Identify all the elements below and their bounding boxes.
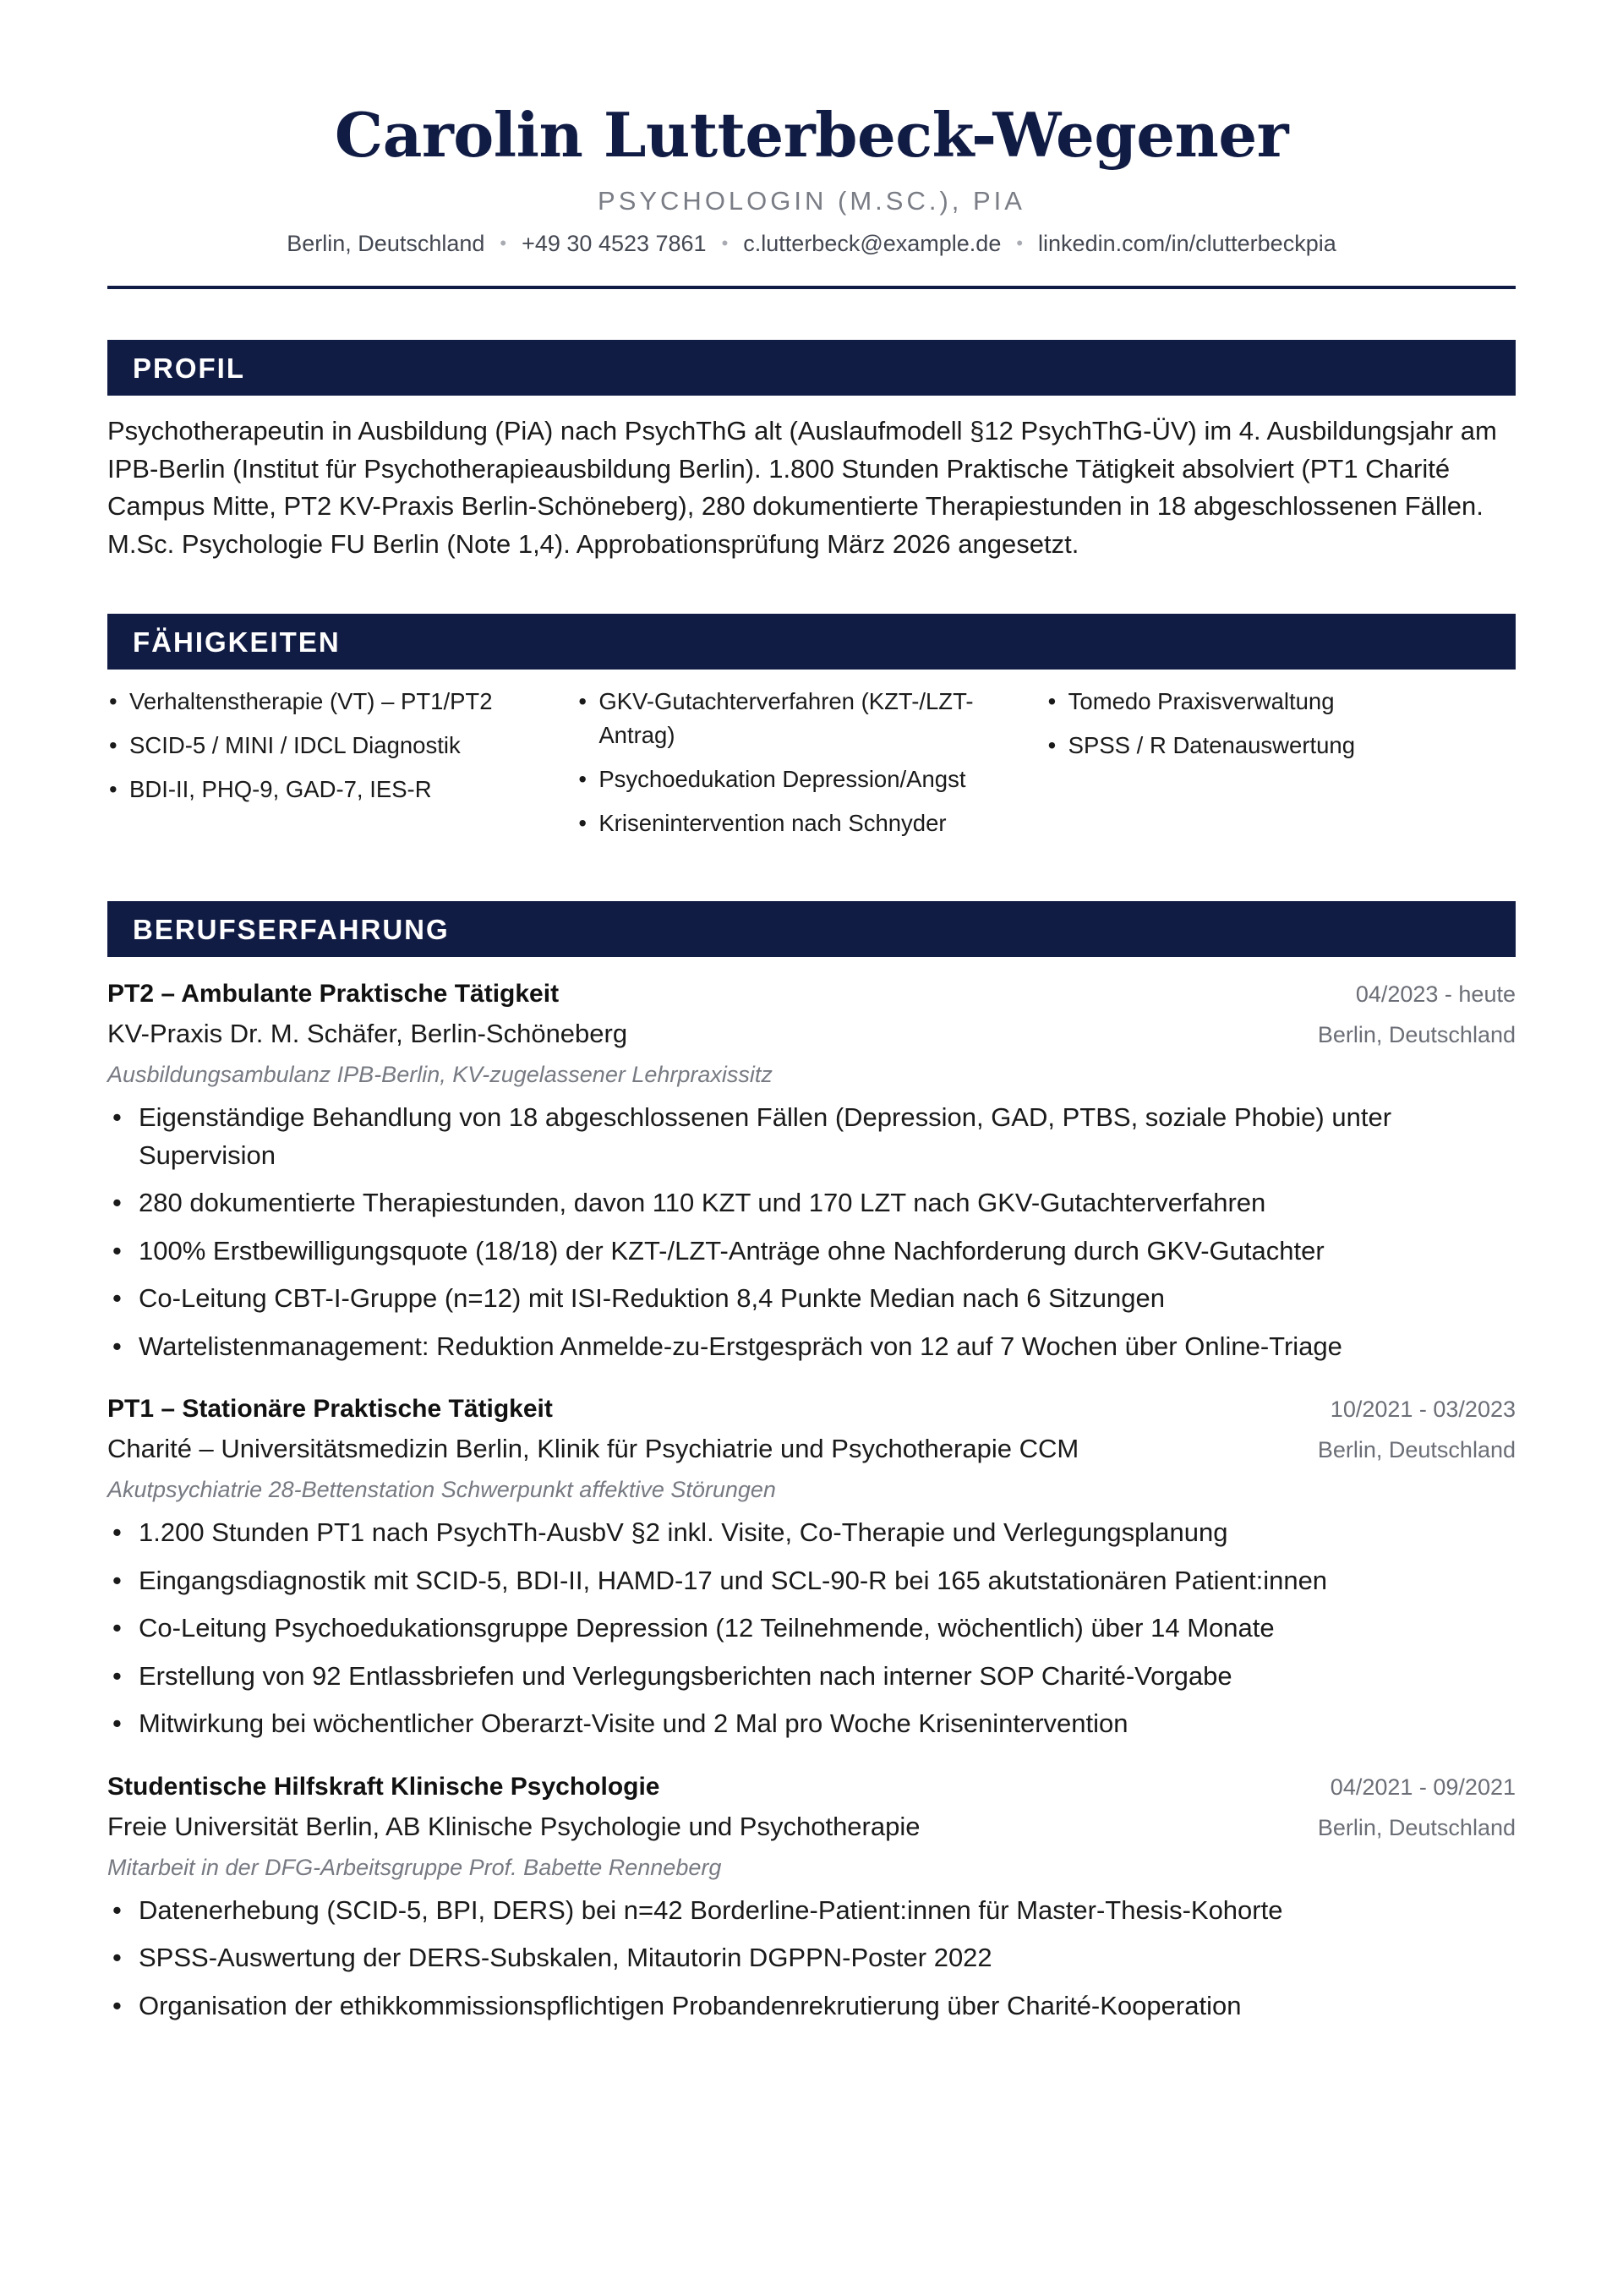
contact-phone: +49 30 4523 7861 (522, 231, 707, 256)
job-entry (107, 976, 1516, 1365)
job-bullet: • 1.200 Stunden PT1 nach PsychTh-AusbV §2 inkl. Visite, Co-Therapie und Verlegungsplanung (107, 1514, 1516, 1552)
candidate-name: Carolin Lutterbeck-Wegener (334, 99, 1289, 171)
candidate-title: PSYCHOLOGIN (M.SC.), PIA (598, 186, 1025, 216)
experience-section (107, 901, 1516, 2025)
section-heading-skills: FÄHIGKEITEN (107, 614, 1516, 670)
skill-item: • Tomedo Praxisverwaltung (1046, 685, 1516, 719)
job-bullet: • Eingangsdiagnostik mit SCID-5, BDI-II, HAMD-17 und SCL-90-R bei 165 akutstationären Patient:innen (107, 1562, 1516, 1600)
skills-grid (107, 685, 1516, 850)
job-note: Ausbildungsambulanz IPB-Berlin, KV-zugelassener Lehrpraxissitz (107, 1062, 773, 1087)
contact-separator: • (1016, 232, 1024, 254)
skills-column-3 (1046, 685, 1516, 850)
profile-section (107, 340, 1516, 563)
skills-section (107, 614, 1516, 850)
job-note: Akutpsychiatrie 28-Bettenstation Schwerpunkt affektive Störungen (107, 1477, 776, 1502)
job-bullet: • Datenerhebung (SCID-5, BPI, DERS) bei n=42 Borderline-Patient:innen für Master-Thesis-Kohorte (107, 1892, 1516, 1930)
skills-column-1 (107, 685, 577, 850)
section-heading-profile: PROFIL (107, 340, 1516, 396)
job-date: 04/2021 - 09/2021 (1330, 1774, 1516, 1800)
skill-item: • Krisenintervention nach Schnyder (577, 806, 1046, 840)
skill-item: • Verhaltenstherapie (VT) – PT1/PT2 (107, 685, 577, 719)
job-date: 10/2021 - 03/2023 (1330, 1397, 1516, 1422)
contact-location: Berlin, Deutschland (287, 231, 485, 256)
job-bullet: • SPSS-Auswertung der DERS-Subskalen, Mitautorin DGPPN-Poster 2022 (107, 1939, 1516, 1977)
job-note: Mitarbeit in der DFG-Arbeitsgruppe Prof. Babette Renneberg (107, 1854, 722, 1880)
job-bullet: • Eigenständige Behandlung von 18 abgeschlossenen Fällen (Depression, GAD, PTBS, soziale Phobie) unter Supervision (107, 1099, 1516, 1174)
resume-header (107, 0, 1516, 289)
job-bullet: • Co-Leitung CBT-I-Gruppe (n=12) mit ISI-Reduktion 8,4 Punkte Median nach 6 Sitzungen (107, 1280, 1516, 1318)
contact-email: c.lutterbeck@example.de (743, 231, 1002, 256)
job-organization: Charité – Universitätsmedizin Berlin, Klinik für Psychiatrie und Psychotherapie CCM (107, 1434, 1079, 1463)
job-location: Berlin, Deutschland (1317, 1437, 1516, 1462)
skill-item: • GKV-Gutachterverfahren (KZT-/LZT-Antrag) (577, 685, 1046, 752)
job-title: PT2 – Ambulante Praktische Tätigkeit (107, 980, 560, 1008)
job-bullet: • Erstellung von 92 Entlassbriefen und Verlegungsberichten nach interner SOP Charité-Vorgabe (107, 1658, 1516, 1696)
section-heading-experience: BERUFSERFAHRUNG (107, 901, 1516, 957)
job-date: 04/2023 - heute (1355, 981, 1516, 1007)
job-bullet: • Co-Leitung Psychoedukationsgruppe Depression (12 Teilnehmende, wöchentlich) über 14 Monate (107, 1610, 1516, 1648)
job-bullet: • Mitwirkung bei wöchentlicher Oberarzt-Visite und 2 Mal pro Woche Krisenintervention (107, 1705, 1516, 1743)
job-bullets (107, 1099, 1516, 1365)
job-bullets (107, 1514, 1516, 1743)
job-title: PT1 – Stationäre Praktische Tätigkeit (107, 1395, 553, 1423)
contact-separator: • (721, 232, 729, 254)
skill-item: • BDI-II, PHQ-9, GAD-7, IES-R (107, 773, 577, 806)
job-location: Berlin, Deutschland (1317, 1814, 1516, 1840)
job-title: Studentische Hilfskraft Klinische Psychologie (107, 1772, 660, 1801)
job-organization: Freie Universität Berlin, AB Klinische Psychologie und Psychotherapie (107, 1811, 921, 1841)
skill-item: • SPSS / R Datenauswertung (1046, 729, 1516, 763)
job-entry (107, 1391, 1516, 1743)
contact-separator: • (500, 232, 507, 254)
job-bullet: • Organisation der ethikkommissionspflichtigen Probandenrekrutierung über Charité-Kooperation (107, 1987, 1516, 2025)
job-bullets (107, 1892, 1516, 2025)
skills-column-2 (577, 685, 1046, 850)
contact-linkedin: linkedin.com/in/clutterbeckpia (1038, 231, 1336, 256)
job-location: Berlin, Deutschland (1317, 1022, 1516, 1047)
job-bullet: • 280 dokumentierte Therapiestunden, davon 110 KZT und 170 LZT nach GKV-Gutachterverfahren (107, 1184, 1516, 1222)
profile-text: Psychotherapeutin in Ausbildung (PiA) nach PsychThG alt (Auslaufmodell §12 PsychThG-ÜV) im 4. Ausbildungsjahr am IPB-Berlin (Institut für Psychotherapieausbildung Berlin). 1.800 Stunden Praktische Tätigkeit absolviert (PT1 Charité Campus Mitte, PT2 KV-Praxis Berlin-Schöneberg), 280 dokumentierte Therapiestunden in 18 abgeschlossenen Fällen. M.Sc. Psychologie FU Berlin (Note 1,4). Approbationsprüfung März 2026 angesetzt. (107, 416, 1497, 559)
skill-item: • SCID-5 / MINI / IDCL Diagnostik (107, 729, 577, 763)
skill-item: • Psychoedukation Depression/Angst (577, 763, 1046, 796)
job-organization: KV-Praxis Dr. M. Schäfer, Berlin-Schöneberg (107, 1019, 628, 1048)
contact-line (107, 227, 1516, 262)
header-divider (107, 286, 1516, 289)
job-bullet: • Wartelistenmanagement: Reduktion Anmelde-zu-Erstgespräch von 12 auf 7 Wochen über Online-Triage (107, 1328, 1516, 1366)
job-entry (107, 1768, 1516, 2025)
job-bullet: • 100% Erstbewilligungsquote (18/18) der KZT-/LZT-Anträge ohne Nachforderung durch GKV-Gutachter (107, 1233, 1516, 1271)
